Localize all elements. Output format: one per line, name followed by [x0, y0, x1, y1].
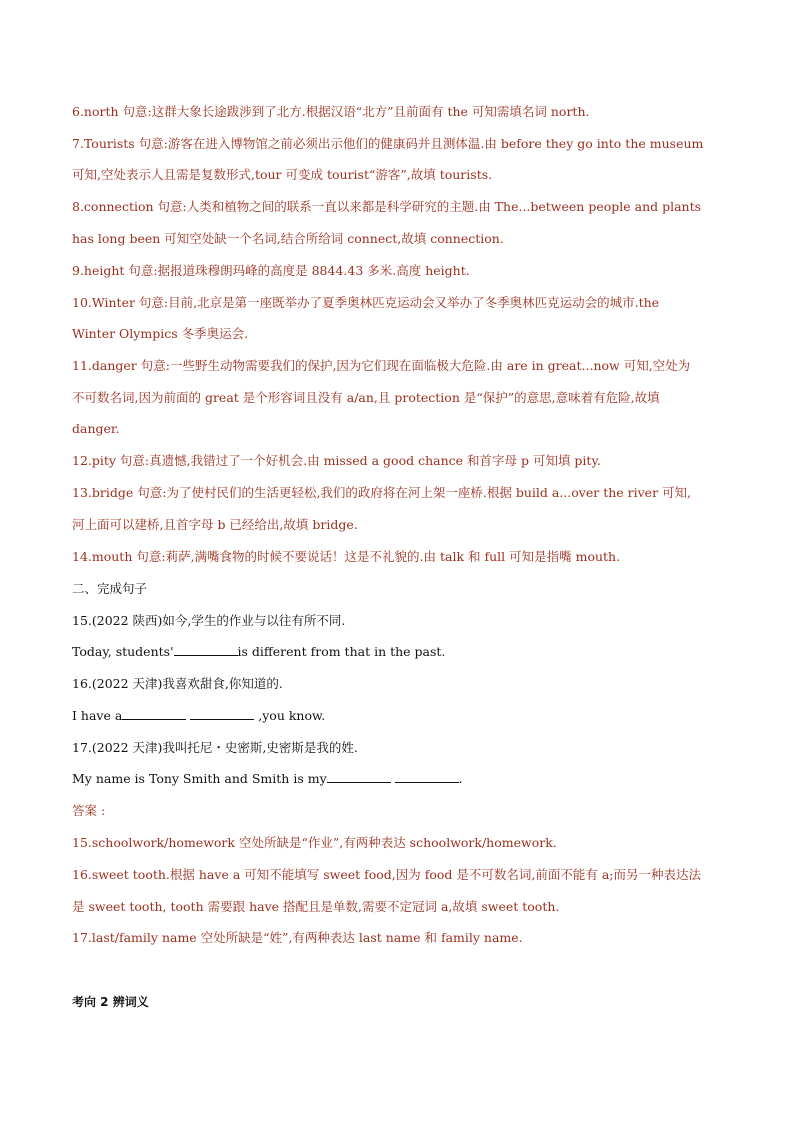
question-prompt: 17.(2022 天津)我叫托尼・史密斯,史密斯是我的姓.: [72, 740, 358, 755]
answer-line: 是 sweet tooth, tooth 需要跟 have 搭配且是单数,需要不定冠词 a,故填 sweet tooth.: [72, 899, 560, 914]
answer-heading: 答案 :: [72, 803, 106, 818]
answer-line: 11.danger 句意:一些野生动物需要我们的保护,因为它们现在面临极大危险.由 are in great...now 可知,空处为: [72, 358, 691, 373]
answer-line: 15.schoolwork/homework 空处所缺是“作业”,有两种表达 schoolwork/homework.: [72, 835, 557, 850]
sentence-text: My name is Tony Smith and Smith is my: [72, 771, 327, 786]
answer-line: 16.sweet tooth.根据 have a 可知不能填写 sweet food,因为 food 是不可数名词,前面不能有 a;而另一种表达法: [72, 867, 702, 882]
answer-line: 10.Winter 句意:目前,北京是第一座既举办了夏季奥林匹克运动会又举办了冬季奥林匹克运动会的城市.the: [72, 295, 660, 310]
answer-line: has long been 可知空处缺一个名词,结合所给词 connect,故填 connection.: [72, 231, 504, 246]
answer-line: Winter Olympics 冬季奥运会.: [72, 326, 249, 341]
answer-line: 14.mouth 句意:莉萨,满嘴食物的时候不要说话！这是不礼貌的.由 talk 和 full 可知是指嘴 mouth.: [72, 549, 621, 564]
answer-line: 8.connection 句意:人类和植物之间的联系一直以来都是科学研究的主题.由 The...between people and plants: [72, 199, 702, 214]
section-title: 二、完成句子: [72, 581, 148, 596]
sentence-text: Today, students': [72, 644, 174, 659]
sentence-text: I have a: [72, 708, 123, 723]
answer-line: 13.bridge 句意:为了使村民们的生活更轻松,我们的政府将在河上架一座桥.根据 build a...over the river 可知,: [72, 485, 691, 500]
answer-line: 17.last/family name 空处所缺是“姓”,有两种表达 last name 和 family name.: [72, 930, 523, 945]
answer-line: 7.Tourists 句意:游客在进入博物馆之前必须出示他们的健康码并且测体温.由 before they go into the museum: [72, 136, 704, 151]
question-sentence: [72, 707, 724, 725]
answer-line: 可知,空处表示人且需是复数形式,tour 可变成 tourist“游客”,故填 tourists.: [72, 167, 493, 182]
answer-line: danger.: [72, 421, 120, 436]
sentence-text: ,you know.: [254, 708, 326, 723]
answer-blank: [190, 707, 254, 720]
sentence-text: is different from that in the past.: [237, 644, 446, 659]
answer-blank: [395, 770, 459, 783]
answer-line: 不可数名词,因为前面的 great 是个形容词且没有 a/an,且 protection 是“保护”的意思,意味着有危险,故填: [72, 390, 660, 405]
answer-line: 河上面可以建桥,且首字母 b 已经给出,故填 bridge.: [72, 517, 358, 532]
answer-line: 9.height 句意:据报道珠穆朗玛峰的高度是 8844.43 多米.高度 height.: [72, 263, 470, 278]
question-sentence: [72, 770, 724, 788]
question-prompt: 15.(2022 陕西)如今,学生的作业与以往有所不同.: [72, 613, 346, 628]
answer-blank: [122, 707, 186, 720]
sentence-text: .: [458, 771, 463, 786]
answer-blank: [327, 770, 391, 783]
answer-blank: [174, 643, 238, 656]
question-sentence: [72, 643, 724, 661]
section-heading: 考向 2 辨词义: [72, 995, 149, 1009]
question-prompt: 16.(2022 天津)我喜欢甜食,你知道的.: [72, 676, 283, 691]
answer-line: 6.north 句意:这群大象长途跋涉到了北方.根据汉语“北方”且前面有 the 可知需填名词 north.: [72, 104, 590, 119]
answer-line: 12.pity 句意:真遗憾,我错过了一个好机会.由 missed a good chance 和首字母 p 可知填 pity.: [72, 453, 601, 468]
